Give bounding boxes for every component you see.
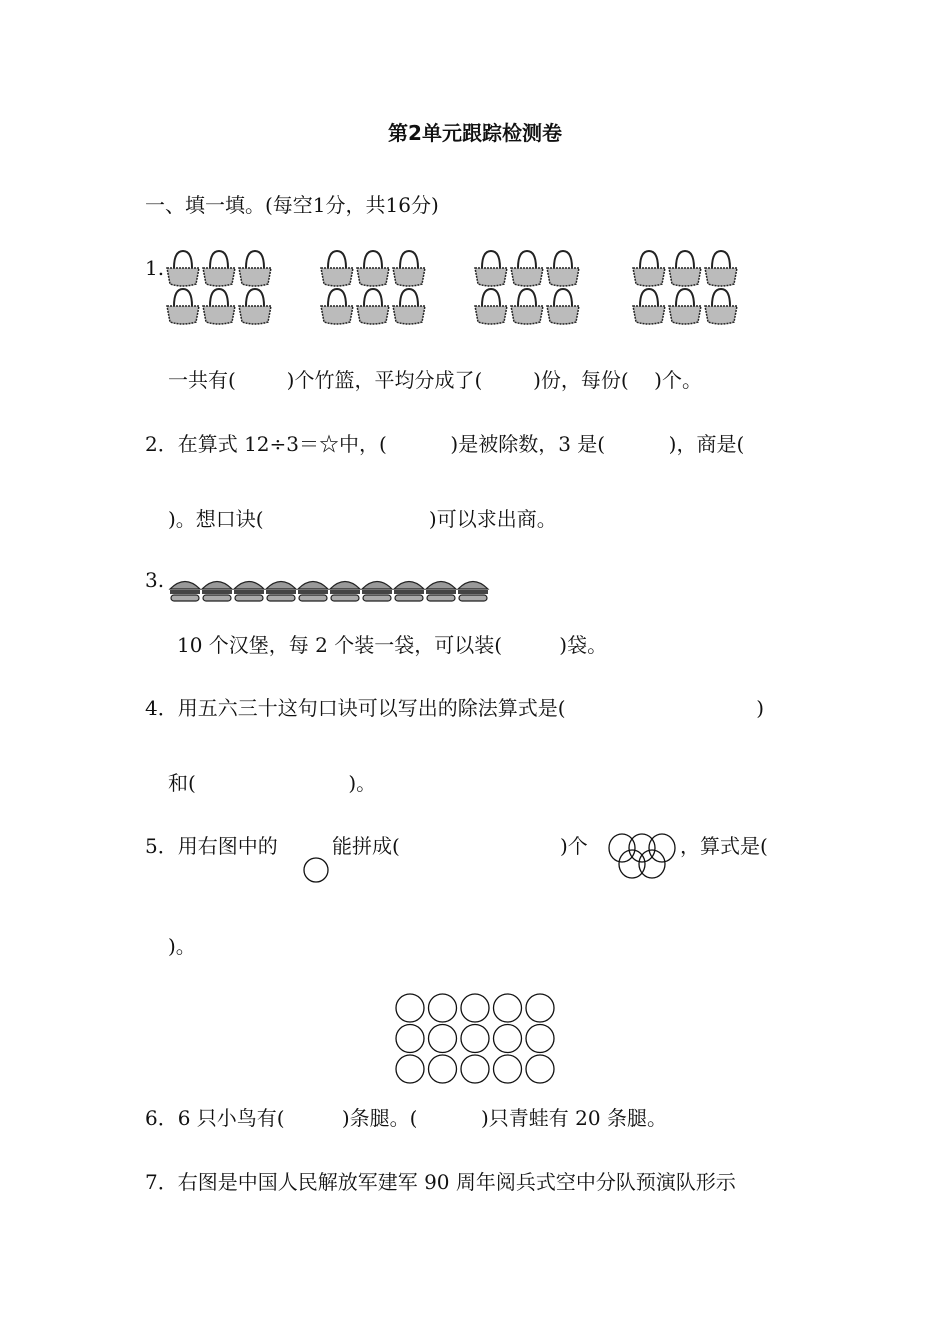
- section-heading: 一、填一填。(每空1分，共16分): [145, 193, 439, 217]
- grid-circle: [526, 1055, 554, 1083]
- q4-line2: 和( )。: [168, 771, 377, 795]
- grid-circle: [429, 1055, 457, 1083]
- q6-text: 6．6 只小鸟有( )条腿。( )只青蛙有 20 条腿。: [145, 1106, 667, 1130]
- q3-number: 3.: [145, 568, 165, 592]
- grid-circle: [396, 1025, 424, 1053]
- grid-circle: [429, 1025, 457, 1053]
- grid-circle: [429, 994, 457, 1022]
- q2-line1: 2．在算式 12÷3＝☆中，( )是被除数，3 是( )，商是(: [145, 432, 745, 456]
- grid-circle: [461, 1025, 489, 1053]
- q3-text: 10 个汉堡，每 2 个装一袋，可以装( )袋。: [177, 633, 608, 657]
- grid-circle: [494, 994, 522, 1022]
- q5-text-part3: )个: [560, 834, 588, 858]
- q2-line2: )。想口诀( )可以求出商。: [168, 507, 557, 531]
- grid-circle: [526, 994, 554, 1022]
- grid-circle: [461, 1055, 489, 1083]
- q7-text: 7．右图是中国人民解放军建军 90 周年阅兵式空中分队预演队形示: [145, 1170, 736, 1194]
- grid-circle: [494, 1055, 522, 1083]
- q5-text-part2: 能拼成(: [332, 834, 400, 858]
- page-title: 第2单元跟踪检测卷: [388, 121, 562, 145]
- grid-circle: [396, 1055, 424, 1083]
- q1-text: 一共有( )个竹篮，平均分成了( )份，每份( )个。: [168, 368, 702, 392]
- q5-text-part4: ，算式是(: [680, 834, 768, 858]
- q5-line2: )。: [168, 934, 196, 958]
- grid-circle: [461, 994, 489, 1022]
- q5-text-part1: 5．用右图中的: [145, 834, 278, 858]
- grid-circle: [526, 1025, 554, 1053]
- q1-number: 1.: [145, 256, 165, 280]
- grid-circle: [494, 1025, 522, 1053]
- q4-line1: 4．用五六三十这句口诀可以写出的除法算式是( ): [145, 696, 765, 720]
- grid-circle: [396, 994, 424, 1022]
